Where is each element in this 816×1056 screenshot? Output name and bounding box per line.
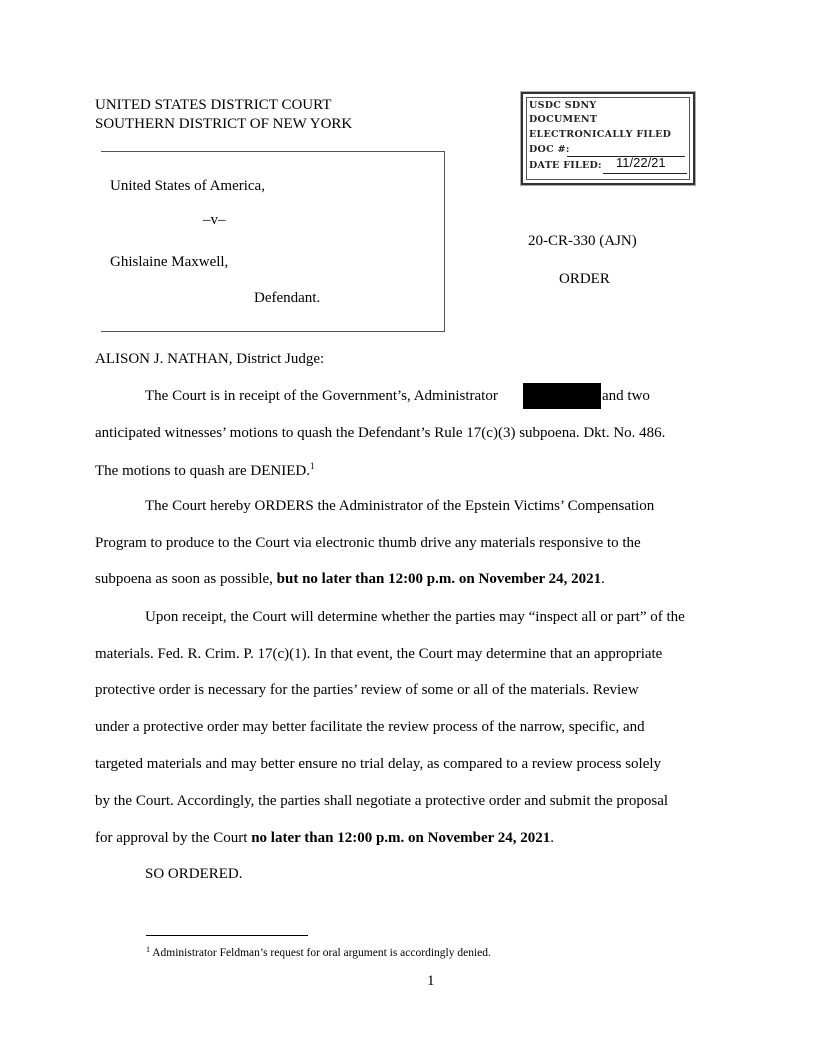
stamp-date-value: 11/22/21 [616, 155, 666, 170]
paragraph-3-line-4: under a protective order may better facilitate the review process of the narrow, specific, and [95, 719, 645, 735]
paragraph-3-line-3: protective order is necessary for the parties’ review of some or all of the materials. Review [95, 682, 639, 698]
footnote-mark: 1 [146, 945, 150, 954]
defendant-label: Defendant. [254, 290, 321, 306]
paragraph-2-line-3 [95, 571, 605, 588]
paragraph-3-line-6: by the Court. Accordingly, the parties shall negotiate a protective order and submit the proposal [95, 793, 669, 809]
so-ordered: SO ORDERED. [145, 866, 243, 882]
footnote-reference: 1 [309, 461, 315, 471]
paragraph-3-line-1: Upon receipt, the Court will determine whether the parties may “inspect all or part” of the [145, 609, 685, 625]
paragraph-2-line-3-text: subpoena as soon as possible, [95, 571, 277, 587]
paragraph-2-line-2: Program to produce to the Court via electronic thumb drive any materials responsive to the [95, 535, 641, 551]
paragraph-1-line-3 [95, 461, 314, 480]
judge-line: ALISON J. NATHAN, District Judge: [95, 351, 325, 367]
paragraph-3-line-7-text: for approval by the Court [95, 830, 252, 846]
stamp-date-filed: DATE FILED: [529, 160, 602, 171]
stamp-electronically-filed: ELECTRONICALLY FILED [529, 129, 672, 140]
paragraph-1-line-2: anticipated witnesses’ motions to quash the Defendant’s Rule 17(c)(3) subpoena. Dkt. No. 486. [95, 425, 666, 441]
footnote-text: Administrator Feldman’s request for oral argument is accordingly denied. [150, 947, 491, 959]
paragraph-2-line-1: The Court hereby ORDERS the Administrator of the Epstein Victims’ Compensation [145, 498, 655, 514]
paragraph-1-line-1a: The Court is in receipt of the Government’s, Administrator [145, 388, 498, 404]
paragraph-1-line-1b: and two [602, 388, 650, 404]
paragraph-2-period: . [601, 571, 605, 587]
paragraph-3-deadline: no later than 12:00 p.m. on November 24, 2021 [251, 830, 551, 846]
paragraph-2-deadline: but no later than 12:00 p.m. on November 24, 2021 [276, 571, 602, 587]
paragraph-3-line-2: materials. Fed. R. Crim. P. 17(c)(1). In that event, the Court may determine that an appropriate [95, 646, 663, 662]
paragraph-3-line-7 [95, 830, 554, 847]
court-name: UNITED STATES DISTRICT COURT [95, 97, 332, 113]
plaintiff-name: United States of America, [110, 178, 265, 194]
stamp-doc-number: DOC #: [529, 144, 570, 155]
filing-stamp [521, 92, 695, 185]
paragraph-1-line-3-text: The motions to quash are DENIED. [95, 463, 310, 479]
footnote [146, 945, 491, 959]
court-district: SOUTHERN DISTRICT OF NEW YORK [95, 116, 353, 132]
court-heading [95, 96, 352, 134]
defendant-name: Ghislaine Maxwell, [110, 254, 229, 270]
stamp-date-rule [603, 173, 687, 174]
document-type: ORDER [559, 271, 610, 287]
case-number: 20-CR-330 (AJN) [528, 233, 637, 249]
versus-mark: –v– [203, 212, 226, 228]
stamp-document: DOCUMENT [529, 114, 598, 125]
footnote-divider [146, 935, 308, 936]
paragraph-3-period: . [550, 830, 554, 846]
redaction-block [523, 383, 601, 409]
paragraph-3-line-5: targeted materials and may better ensure no trial delay, as compared to a review process solely [95, 756, 662, 772]
stamp-court: USDC SDNY [529, 100, 597, 111]
page-number: 1 [427, 973, 435, 989]
